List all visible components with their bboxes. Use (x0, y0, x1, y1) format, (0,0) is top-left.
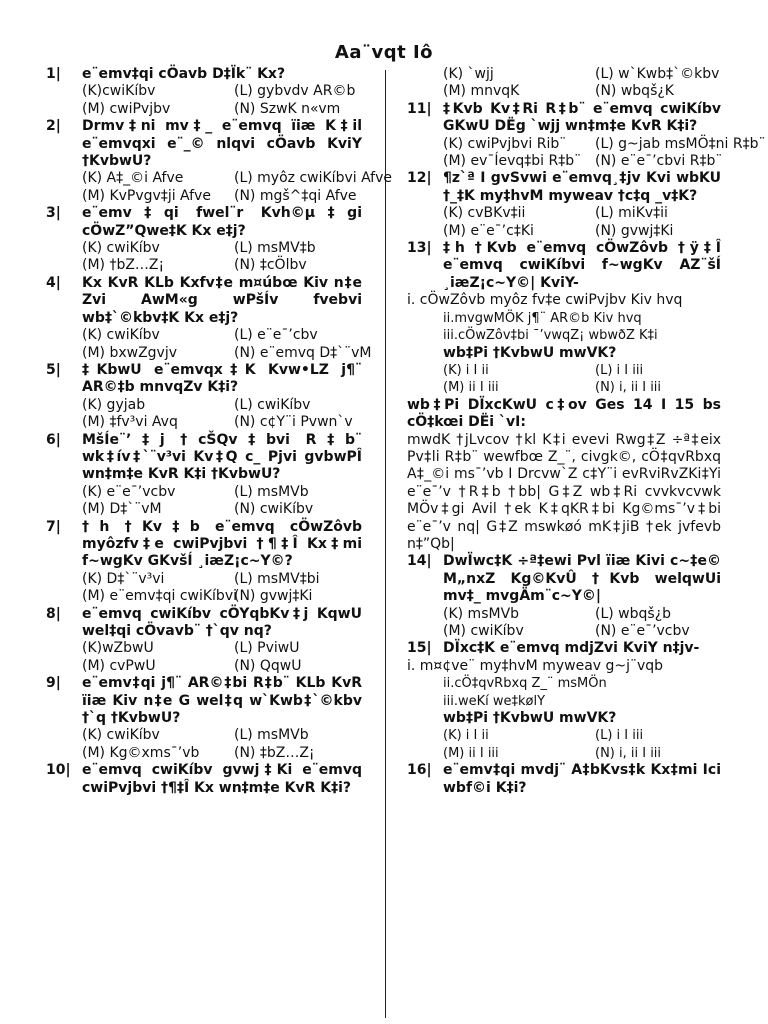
question-10 (46, 762, 362, 797)
answer-option: (M) e¨e¯’c‡Ki (443, 222, 534, 239)
answer-15-k: (K) i I ii (443, 728, 489, 744)
answer-option: (K) gyjab (82, 396, 146, 413)
question-text: ¶z`ª I gvSvwi e¨emvq¸‡jv Kvi wbKU †_‡K my‡hvM myweav †c‡q _v‡K? (443, 170, 721, 204)
q10-option-k: (K) `wjj (443, 66, 494, 82)
question-11 (407, 100, 766, 171)
answer-option: (K) cvBKv‡ii (443, 205, 526, 222)
answer-13-n: (N) i, ii I iii (595, 380, 662, 396)
question-stem (46, 675, 362, 727)
answer-option: (N) e¨emvq D‡`¨vM (234, 344, 372, 361)
answer-option: (N) SzwK n«vm (234, 100, 341, 117)
question-text: ‡Kvb Kv‡Ri R‡b¨ e¨emvq cwiKíbv GKwU DËg `wjj wn‡m‡e KvR K‡i? (443, 100, 721, 135)
answer-option: (K) cwiKíbv (82, 327, 160, 344)
answer-13-m: (M) ii I iii (443, 380, 499, 396)
answer-option: (N) QqwU (234, 657, 302, 674)
answer-option: (L) myôz cwiKíbvi Afve (234, 170, 392, 187)
answer-option: (K) A‡_©i Afve (82, 170, 184, 187)
answer-option: (N) gvwj‡Ki (234, 588, 313, 605)
statement-15-iii: iii.weKí we‡kølY (443, 693, 546, 709)
answer-option: (M) D‡`¨vM (82, 501, 162, 518)
question-stem (407, 101, 721, 136)
page-title: Aa¨vqt Iô (334, 42, 434, 63)
question-14 (407, 553, 721, 640)
q10-option-l: (L) w`Kwb‡`©kbv (595, 66, 720, 82)
answer-option: (N) ‡bZ…Z¡ (234, 744, 315, 761)
answer-option: (N) ‡cÖlbv (234, 257, 307, 274)
question-stem (46, 205, 362, 240)
answer-option: (K) e¨e¯’vcbv (82, 483, 176, 500)
question-text: DwÏwc‡K ÷ª‡ewi Pvl ïiæ Kivi c~‡e© M„nxZ Kg©KvÛ †Kvb welqwUi mv‡_ mvgÄm¨c~Y©| (443, 553, 721, 605)
answer-option: (K) cwiPvjbvi Rib¨ (443, 135, 567, 152)
statement-15-ii: ii.cÖ‡qvRbxq Z_¨ msMÖn (443, 676, 607, 692)
answer-option: (K) D‡`¨v³vi (82, 570, 165, 587)
question-stem (407, 170, 721, 205)
q10-option-m: (M) mnvqK (443, 83, 520, 100)
question-stem (407, 553, 721, 605)
answer-option: (N) e¨e¯’cbvi R‡b¨ (595, 153, 723, 170)
question-number: 3| (46, 205, 61, 222)
question-text: Drmv‡ni mv‡_ e¨emvq ïiæ K‡il e¨emvqxi e¨_© nlqvi cÖavb KviY †KvbwU? (82, 118, 362, 170)
question-5 (46, 362, 362, 432)
question-number: 15| (407, 640, 432, 657)
answer-option: (M) e¨emv‡qi cwiKíbvi (82, 588, 237, 605)
question-text: e¨emvq cwiKíbv gvwj‡Ki e¨emvq cwiPvjbvi †¶‡Î Kx wn‡m‡e KvR K‡i? (82, 762, 362, 796)
answer-13-l: (L) i I iii (595, 362, 644, 378)
question-number: 2| (46, 118, 61, 135)
answer-option: (L) msMV‡b (234, 240, 316, 257)
question-stem (46, 519, 362, 571)
answer-option: (L) e¨e¯’cbv (234, 327, 318, 344)
answer-15-m: (M) ii I iii (443, 745, 499, 761)
answer-option: (L) msMVb (234, 483, 309, 500)
answer-option: (K)wZbwU (82, 640, 154, 657)
question-text: †h †Kv‡b e¨emvq cÖwZôvb myôzfv‡e cwiPvjbvi †¶‡Î Kx‡mi f~wgKv GKvšÍ ¸iæZ¡c~Y©? (82, 518, 362, 570)
question-stem (46, 275, 362, 327)
question-2 (46, 118, 392, 205)
question-1 (46, 66, 362, 118)
question-number: 13| (407, 240, 432, 257)
question-number: 4| (46, 274, 61, 291)
answer-15-l: (L) i I iii (595, 728, 644, 744)
answer-option: (N) e¨e¯’vcbv (595, 623, 690, 639)
answer-option: (M) Kg©xms¯’vb (82, 744, 200, 761)
question-number: 6| (46, 431, 61, 448)
answer-15-n: (N) i, ii I iii (595, 745, 662, 761)
question-text: Kx KvR KLb Kxfv‡e m¤úbœ Kiv n‡e Zvi AwM«g wPšÍv fvebvi wb‡`©kbv‡K Kx e‡j? (82, 274, 362, 326)
left-column (46, 66, 392, 797)
question-number: 11| (407, 100, 432, 117)
answer-option: (N) gvwj‡Ki (595, 222, 674, 239)
statement-13-iii: iii.cÖwZôv‡bi ¯’vwqZ¡ wbwðZ K‡i (443, 328, 658, 344)
answer-option: (L) msMV‡bi (234, 570, 320, 587)
question-stem (46, 432, 362, 484)
question-16 (407, 762, 721, 797)
answer-option: (N) cwiKíbv (234, 501, 314, 518)
question-9 (46, 675, 362, 762)
answer-option: (L) PviwU (234, 640, 300, 657)
answer-option: (M) KvPvgv‡ji Afve (82, 187, 211, 204)
answer-option: (L) msMVb (234, 727, 309, 744)
question-stem (46, 362, 362, 397)
question-stem (46, 762, 362, 797)
statement-13-ii: ii.mvgwMÖK j¶¨ AR©b Kiv hvq (443, 310, 642, 326)
question-text: DÏxc‡K e¨emvq mdjZvi KviY n‡jv- (443, 640, 700, 657)
question-text: e¨emvq cwiKíbv cÖYqbKv‡j KqwU wel‡qi cÖvavb¨ †`qv nq? (82, 605, 362, 639)
question-text: ‡KbwU e¨emvqx‡K Kvw•LZ j¶¨ AR©‡b mnvqZv K‡i? (82, 361, 362, 396)
question-number: 7| (46, 518, 61, 535)
question-number: 9| (46, 675, 61, 692)
question-12 (407, 170, 721, 240)
answer-option: (K)cwiKíbv (82, 83, 156, 100)
stimulus-paragraph: mwdK †jLvcov †kl K‡i evevi Rwg‡Z ÷ª‡eix Pv‡li R‡b¨ wewfbœ Z_¨, civgk©, cÖ‡qvRbxq A‡_©i ms¯’vb I Drcvw`Z c‡Y¨i evRviRvZKi‡Yi e¨e¯’v †R‡b †bb| G‡Z wb‡Ri cvvkvcvwk MÖv‡gi Avil †ek K‡qKR‡bi Kg©ms¯’v‡bi e¨e¯’v nq| G‡Z mswkøó mK‡jiB †ek jvfevb n‡”Qb| (407, 431, 721, 552)
question-13 (407, 240, 721, 292)
question-text: e¨emv‡qi cÖavb D‡Ïk¨ Kx? (82, 66, 286, 82)
answer-option: (M) cwiKíbv (443, 623, 524, 639)
answer-option: (K) msMVb (443, 605, 520, 622)
question-stem (46, 118, 362, 170)
question-number: 12| (407, 170, 432, 187)
question-number: 5| (46, 361, 61, 378)
answer-option: (M) bxwZgvjv (82, 344, 178, 361)
question-stem (46, 66, 362, 83)
answer-option: (M) ev¯Íevq‡bi R‡b¨ (443, 153, 582, 170)
question-text: e¨emv‡qi mvdj¨ A‡bKvs‡k Kx‡mi Ici wbf©i K‡i? (443, 762, 721, 796)
answer-option: (L) wbqš¿b (595, 605, 672, 622)
answer-option: (M) ‡fv³vi Avq (82, 414, 178, 431)
answer-option: (L) miKv‡ii (595, 205, 668, 222)
right-column (407, 66, 766, 797)
question-8 (46, 606, 362, 676)
statement-15-i: i. m¤¢ve¨ my‡hvM myweav g~j¨vqb (407, 657, 664, 674)
column-divider (385, 70, 386, 1018)
question-15-ask: wb‡Pi †KvbwU mwVK? (443, 710, 617, 727)
question-7 (46, 519, 362, 606)
q10-options (407, 66, 721, 101)
question-number: 16| (407, 762, 432, 779)
answer-option: (N) mgš^‡qi Afve (234, 187, 357, 204)
answer-option: (K) cwiKíbv (82, 240, 160, 257)
answer-13-k: (K) i I ii (443, 362, 489, 378)
answer-option: (L) g~jab msMÖ‡ni R‡b¨ (595, 135, 766, 152)
question-4 (46, 274, 372, 362)
question-number: 1| (46, 66, 61, 82)
q10-option-n: (N) wbqš¿K (595, 83, 674, 100)
answer-option: (L) cwiKíbv (234, 396, 311, 413)
question-text: e¨emv‡qi fwel¨r Kvh©µ‡gi cÖwZ”Qwe‡K Kx e‡j? (82, 205, 362, 239)
question-number: 10| (46, 762, 71, 779)
question-6 (46, 432, 362, 519)
answer-option: (L) gybvdv AR©b (234, 83, 356, 100)
statement-13-i: i. cÖwZôvb myôz fv‡e cwiPvjbv Kiv hvq (407, 292, 683, 309)
answer-option: (K) cwiKíbv (82, 727, 160, 744)
stimulus-instruction: wb‡Pi DÏxcKwU c‡ov Ges 14 I 15 bs cÖ‡kœi DËi `vI: (407, 396, 721, 431)
question-3 (46, 205, 362, 275)
question-13-ask: wb‡Pi †KvbwU mwVK? (443, 344, 617, 361)
answer-option: (M) †bZ…Z¡ (82, 257, 165, 274)
question-text: ‡h †Kvb e¨emvq cÖwZôvb †ÿ‡Î e¨emvq cwiKíbvi f~wgKv AZ¨šÍ ¸iæZ¡c~Y©| KviY- (443, 240, 721, 291)
question-number: 8| (46, 605, 61, 622)
question-text: e¨emv‡qi j¶¨ AR©‡bi R‡b¨ KLb KvR ïiæ Kiv n‡e G wel‡q w`Kwb‡`©kbv †`q †KvbwU? (82, 675, 362, 727)
answer-option: (N) c¢Y¨i Pvwn`v (234, 414, 353, 431)
question-15 (407, 640, 721, 657)
question-stem (46, 606, 362, 641)
answer-option: (M) cvPwU (82, 657, 156, 674)
answer-option: (M) cwiPvjbv (82, 100, 171, 117)
question-number: 14| (407, 553, 432, 570)
question-text: MšÍe¨’‡j †cŠQv‡bvi R‡b¨ wk‡ív‡`¨v³vi Kv‡Q c_ Pjvi gvbwPÎ wn‡m‡e KvR K‡i †KvbwU? (82, 431, 362, 483)
